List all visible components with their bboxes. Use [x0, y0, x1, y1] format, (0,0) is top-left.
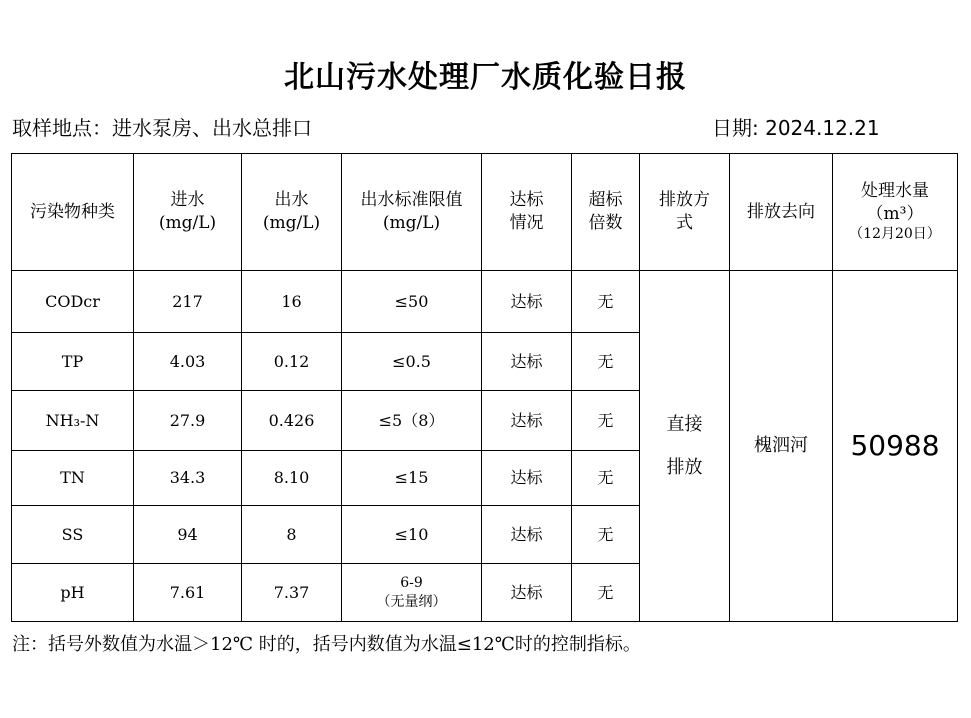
- status-value: 达标: [482, 271, 572, 333]
- status-value: 达标: [482, 506, 572, 564]
- header-discharge-method: 排放方 式: [640, 154, 730, 271]
- influent-value: 27.9: [134, 391, 242, 451]
- effluent-value: 8.10: [242, 451, 342, 506]
- effluent-value: 0.426: [242, 391, 342, 451]
- status-value: 达标: [482, 391, 572, 451]
- discharge-destination: 槐泗河: [730, 271, 833, 622]
- sampling-location: 取样地点：进水泵房、出水总排口: [12, 116, 312, 140]
- discharge-method: 直接 排放: [640, 271, 730, 622]
- influent-value: 34.3: [134, 451, 242, 506]
- table-row: [12, 271, 958, 333]
- status-value: 达标: [482, 451, 572, 506]
- exceed-value: 无: [572, 564, 640, 622]
- limit-value: ≤50: [342, 271, 482, 333]
- limit-value: ≤10: [342, 506, 482, 564]
- effluent-value: 16: [242, 271, 342, 333]
- water-quality-table: [11, 153, 958, 622]
- limit-value: ≤5（8）: [342, 391, 482, 451]
- pollutant-name: CODcr: [12, 271, 134, 333]
- header-pollutant: 污染物种类: [12, 154, 134, 271]
- influent-value: 217: [134, 271, 242, 333]
- pollutant-name: SS: [12, 506, 134, 564]
- status-value: 达标: [482, 564, 572, 622]
- limit-value: ≤0.5: [342, 333, 482, 391]
- influent-value: 94: [134, 506, 242, 564]
- header-row: [12, 154, 958, 271]
- limit-value: ≤15: [342, 451, 482, 506]
- effluent-value: 0.12: [242, 333, 342, 391]
- effluent-value: 7.37: [242, 564, 342, 622]
- pollutant-name: TN: [12, 451, 134, 506]
- report-title: 北山污水处理厂水质化验日报: [284, 60, 687, 95]
- pollutant-name: pH: [12, 564, 134, 622]
- effluent-value: 8: [242, 506, 342, 564]
- header-exceed: 超标 倍数: [572, 154, 640, 271]
- header-status: 达标 情况: [482, 154, 572, 271]
- report-date: 日期: 2024.12.21: [712, 116, 880, 140]
- header-discharge-dest: 排放去向: [730, 154, 833, 271]
- pollutant-name: NH₃-N: [12, 391, 134, 451]
- exceed-value: 无: [572, 506, 640, 564]
- exceed-value: 无: [572, 333, 640, 391]
- influent-value: 4.03: [134, 333, 242, 391]
- exceed-value: 无: [572, 451, 640, 506]
- exceed-value: 无: [572, 271, 640, 333]
- header-limit: 出水标准限值 (mg/L): [342, 154, 482, 271]
- header-volume: 处理水量 （m³） （12月20日）: [833, 154, 958, 271]
- status-value: 达标: [482, 333, 572, 391]
- header-effluent: 出水 (mg/L): [242, 154, 342, 271]
- influent-value: 7.61: [134, 564, 242, 622]
- exceed-value: 无: [572, 391, 640, 451]
- footnote: 注：括号外数值为水温＞12℃ 时的，括号内数值为水温≤12℃时的控制指标。: [12, 634, 641, 655]
- limit-value: 6-9 （无量纲）: [342, 564, 482, 622]
- pollutant-name: TP: [12, 333, 134, 391]
- treated-volume: 50988: [833, 271, 958, 622]
- header-influent: 进水 (mg/L): [134, 154, 242, 271]
